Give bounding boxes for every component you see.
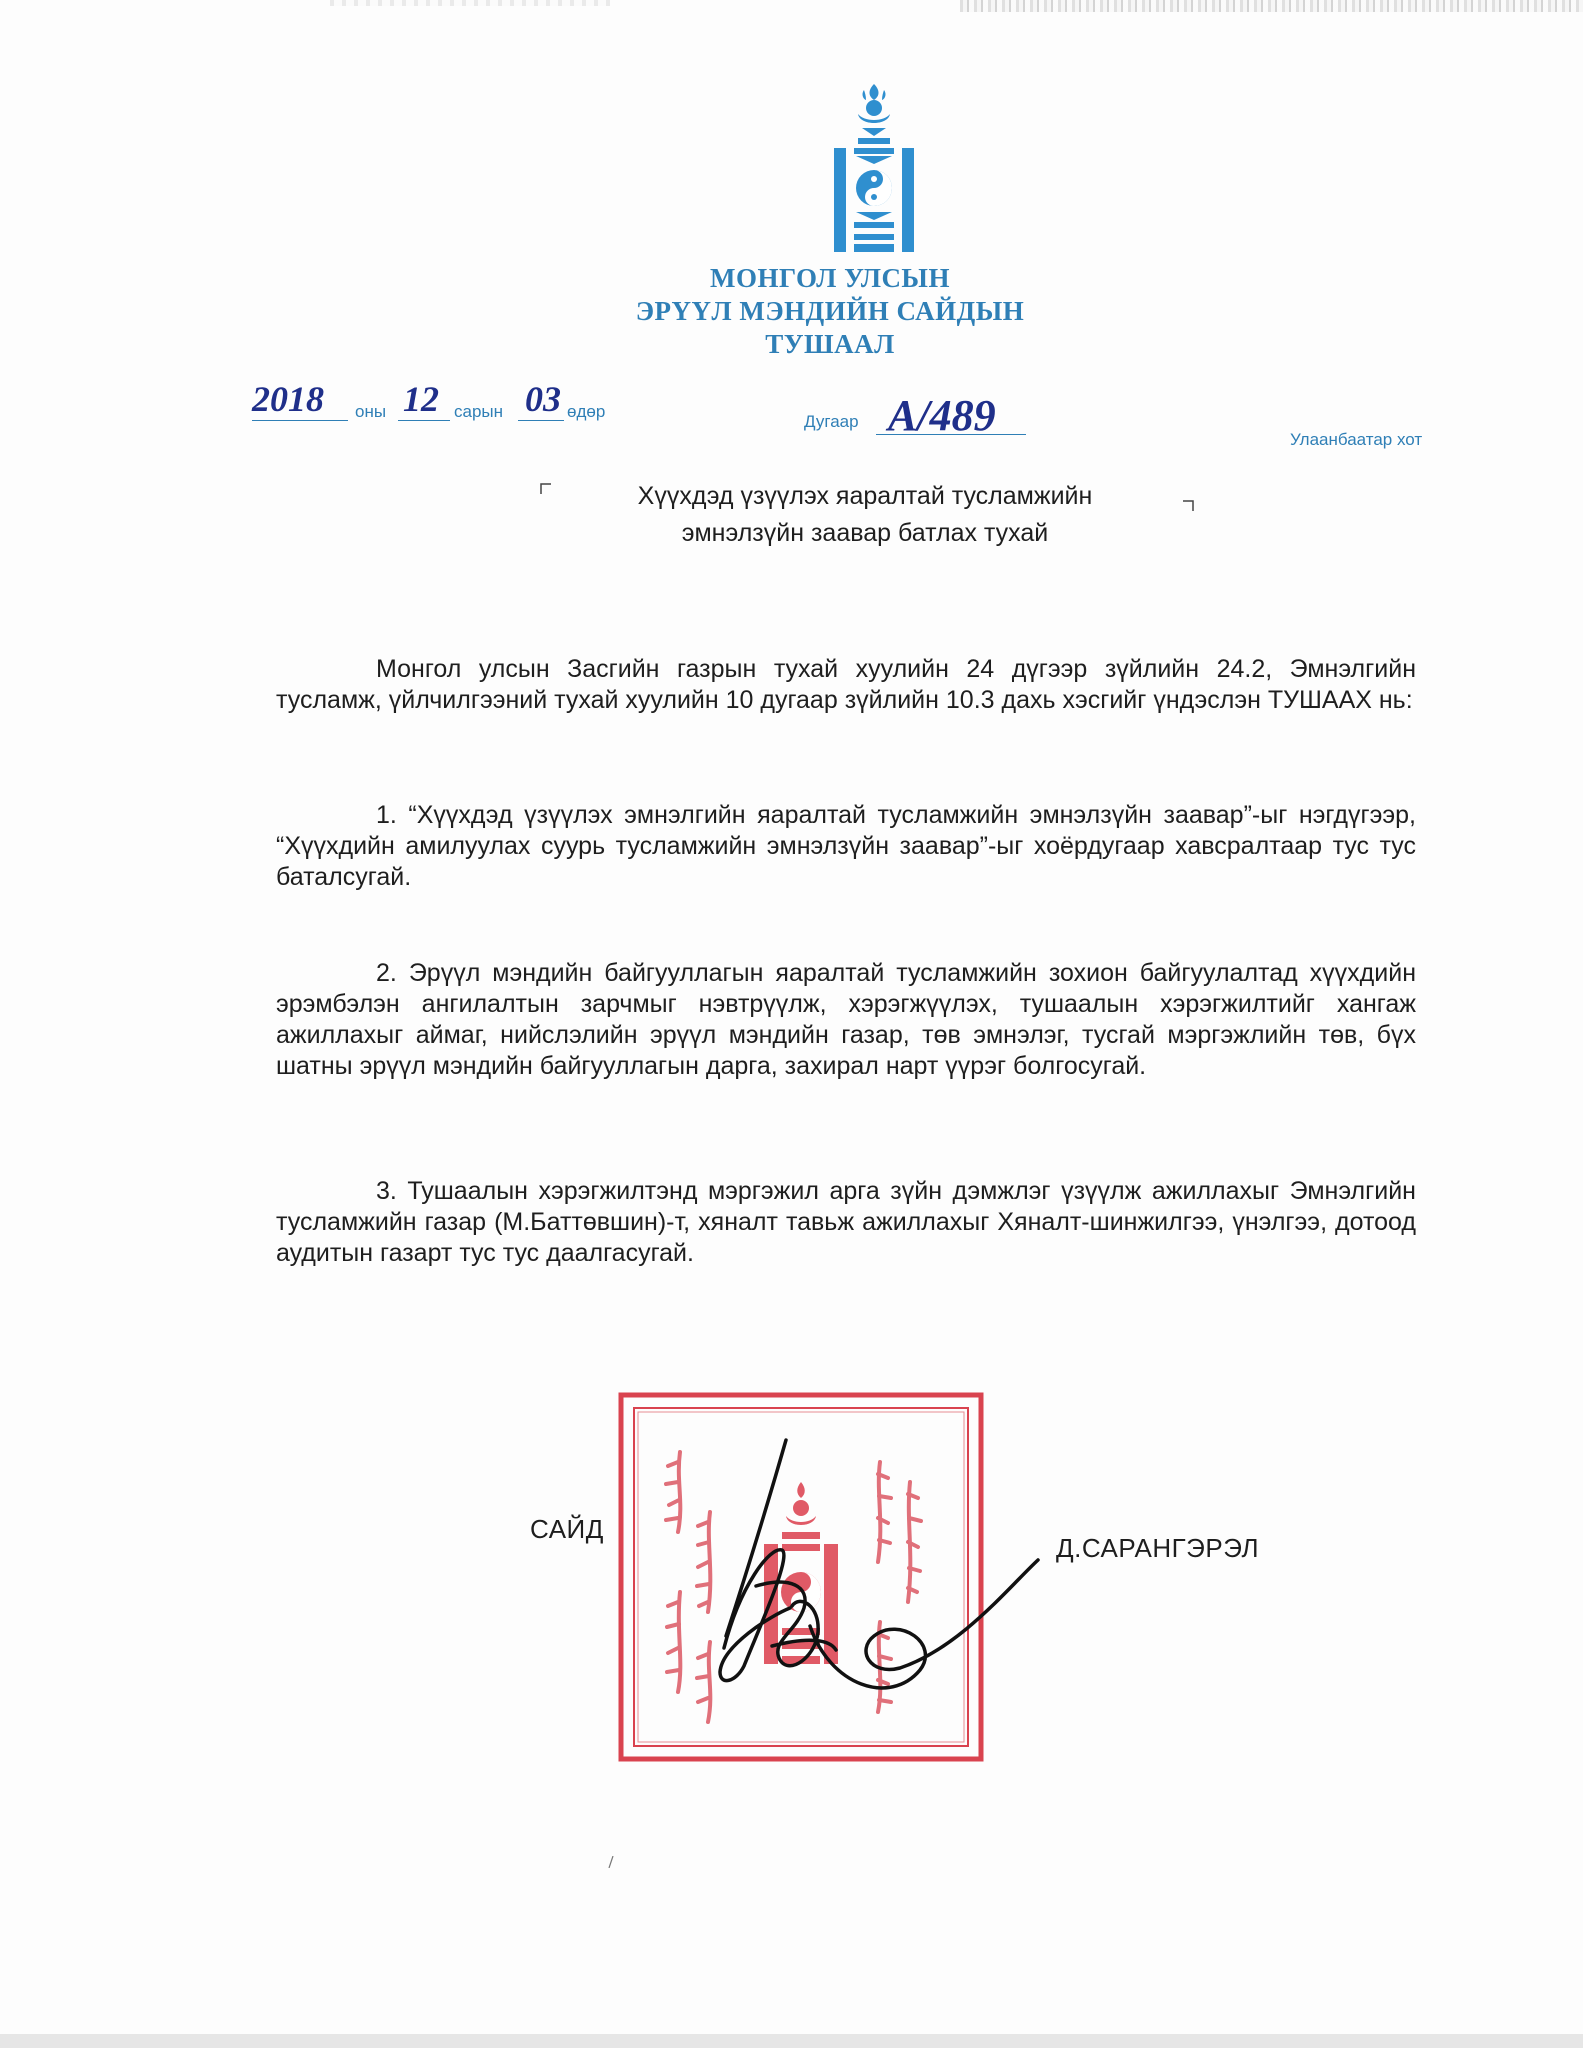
handwritten-year: 2018: [252, 379, 324, 419]
number-underline: [876, 434, 1026, 435]
bracket-corner-right: [1183, 500, 1194, 511]
header-line-1: МОНГОЛ УЛСЫН: [710, 263, 950, 293]
day-label: өдөр: [567, 402, 606, 421]
title-line-2: эмнэлзүйн заавар батлах тухай: [681, 519, 1049, 547]
signer-position: САЙД: [530, 1514, 604, 1544]
body-intro: [276, 654, 1416, 716]
year-label: оны: [355, 402, 387, 421]
handwritten-day: 03: [525, 379, 561, 419]
item-3-paragraph: 3. Тушаалын хэрэгжилтэнд мэргэжил арга зүйн дэмжлэг үзүүлж ажиллахыг Эмнэлгийн тусламжийн газар (М.Баттөвшин)-т, хяналт тавьж ажиллахыг Хяналт-шинжилгээ, үнэлгээ, дотоод аудитын газарт тус тус даалгасугай.: [276, 1177, 1416, 1267]
number-label: Дугаар: [804, 412, 859, 431]
day-underline: [518, 420, 564, 421]
bracket-corner-left: [540, 483, 551, 494]
stray-pen-mark: [608, 1856, 614, 1868]
handwritten-month: 12: [403, 379, 439, 419]
header-line-3: ТУШААЛ: [765, 329, 895, 359]
month-label: сарын: [454, 402, 504, 421]
scan-bottom-edge: [0, 2034, 1583, 2048]
scan-artifact: [960, 0, 1583, 12]
body-item-2: [276, 958, 1416, 1082]
signer-name: Д.САРАНГЭРЭЛ: [1056, 1533, 1260, 1563]
handwritten-signature: [660, 1436, 1040, 1716]
month-underline: [398, 420, 450, 421]
document-header: [560, 262, 1100, 361]
item-1-paragraph: 1. “Хүүхдэд үзүүлэх эмнэлгийн яаралтай тусламжийн эмнэлзүйн заавар”-ыг нэгдүгээр, “Хүүхдийн амилуулах суурь тусламжийн эмнэлзүйн заавар”-ыг хоёрдугаар хавсралтаар тус тус баталсугай.: [276, 801, 1416, 891]
year-underline: [252, 420, 348, 421]
scan-artifact: [330, 0, 610, 6]
document-title: [555, 478, 1175, 552]
title-line-1: Хүүхдэд үзүүлэх яаралтай тусламжийн: [637, 482, 1093, 510]
intro-paragraph: Монгол улсын Засгийн газрын тухай хуулийн 24 дүгээр зүйлийн 24.2, Эмнэлгийн тусламж, үйлчилгээний тухай хуулийн 10 дугаар зүйлийн 10.3 дахь хэсгийг үндэслэн ТУШААХ нь:: [276, 655, 1416, 714]
handwritten-number: А/489: [888, 391, 996, 440]
soyombo-emblem-icon: [828, 84, 920, 256]
item-2-paragraph: 2. Эрүүл мэндийн байгууллагын яаралтай тусламжийн зохион байгуулалтад хүүхдийн эрэмбэлэн ангилалтын зарчмыг нэвтрүүлж, хэрэгжүүлэх, тушаалын хэрэгжилтийг хангаж ажиллахыг аймаг, нийслэлийн эрүүл мэндийн газар, төв эмнэлэг, тусгай мэргэжлийн төв, бүх шатны эрүүл мэндийн байгууллагын дарга, захирал нарт үүрэг болгосугай.: [276, 959, 1416, 1080]
body-item-3: [276, 1176, 1416, 1269]
body-item-1: [276, 800, 1416, 893]
city-label: Улаанбаатар хот: [1290, 430, 1423, 449]
header-line-2: ЭРҮҮЛ МЭНДИЙН САЙДЫН: [635, 296, 1025, 326]
